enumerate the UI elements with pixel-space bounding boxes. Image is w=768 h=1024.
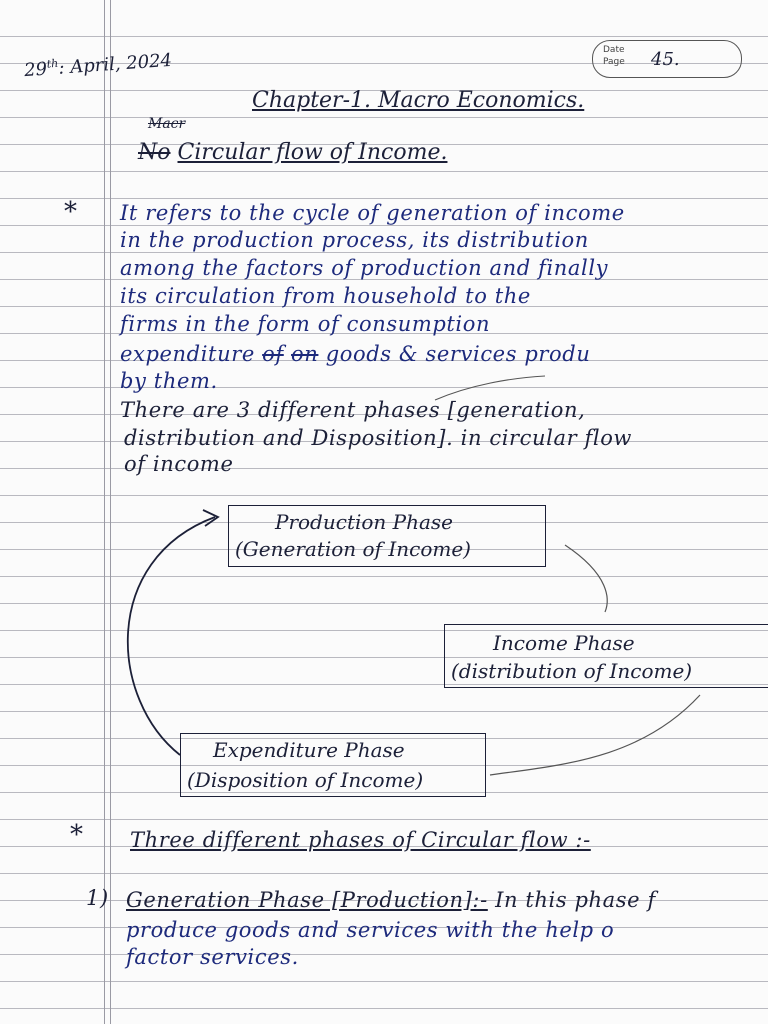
expenditure-phase-subtitle: (Disposition of Income) [187,768,424,792]
chapter-title: Chapter-1. Macro Economics. [252,88,585,113]
bullet-star: * [70,820,83,850]
expenditure-phase-title: Expenditure Phase [213,738,405,762]
date-label: Date [603,45,625,55]
definition-line: firms in the form of consumption [120,312,491,336]
definition-line: by them. [120,369,218,393]
definition-line: expenditure of on goods & services produ [120,342,591,366]
flow-arrow-curve [128,517,215,755]
definition-line: It refers to the cycle of generation of income [120,201,625,225]
section-heading: Three different phases of Circular flow :- [130,828,591,852]
phases-intro-line: There are 3 different phases [generation, [120,398,586,422]
flow-arrow-curve [565,545,607,612]
production-phase-title: Production Phase [275,510,454,534]
page-number: 45. [651,49,680,70]
phases-intro-line: distribution and Disposition]. in circular flow [124,426,633,450]
item-line: factor services. [126,945,299,969]
bullet-star: * [64,197,77,227]
flow-arrow-curve [490,695,700,775]
definition-line: among the factors of production and finally [120,256,609,280]
definition-line: in the production process, its distribution [120,228,589,252]
struck-note: Macr [148,116,186,132]
item-number: 1) [86,886,109,910]
item-line: produce goods and services with the help o [126,918,615,942]
phases-intro-line: of income [124,452,234,476]
date: 29th: April, 2024 [23,49,173,82]
production-phase-subtitle: (Generation of Income) [235,537,471,561]
income-phase-title: Income Phase [493,631,635,655]
item-line: Generation Phase [Production]:- In this phase f [126,888,656,912]
topic-title: No Circular flow of Income. [138,140,448,165]
page-label: Page [603,57,625,67]
flow-arrow-curve [435,376,545,400]
income-phase-subtitle: (distribution of Income) [451,659,693,683]
definition-line: its circulation from household to the [120,284,531,308]
